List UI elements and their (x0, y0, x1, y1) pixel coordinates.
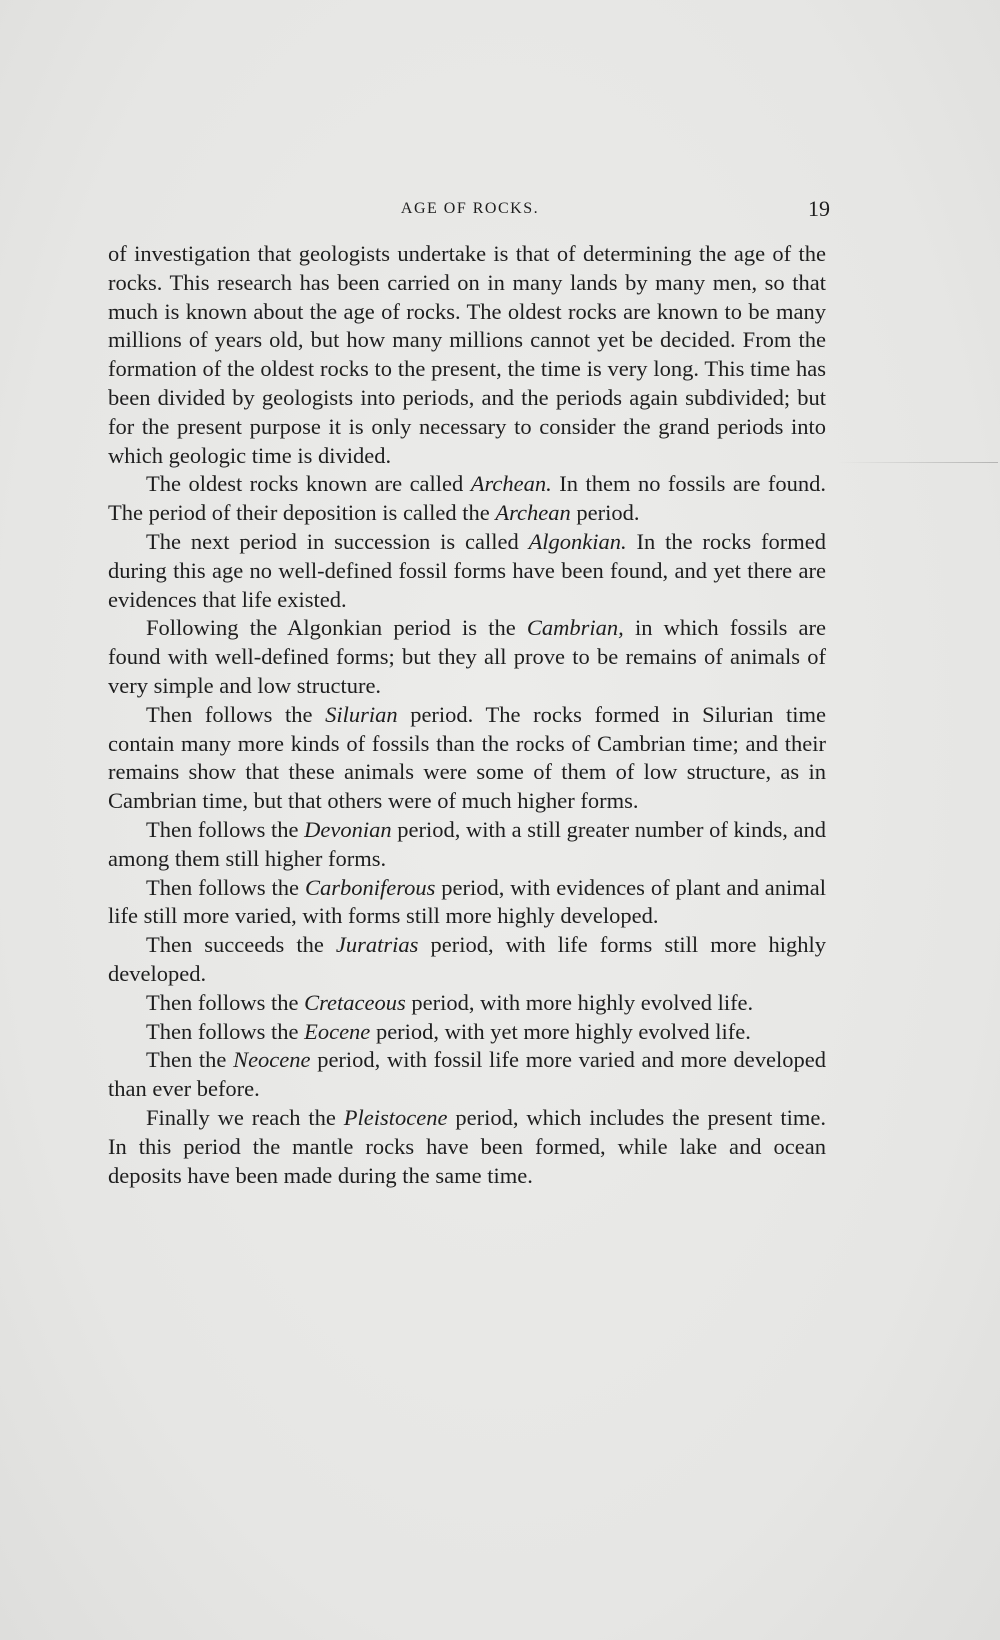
text-run: period, with more highly evolved life. (405, 989, 754, 1015)
italic-term: Neocene (233, 1047, 311, 1073)
italic-term: Cretaceous (304, 989, 406, 1015)
text-run: The next period in succession is called (146, 528, 529, 554)
paragraph (108, 701, 826, 816)
text-run: period. (570, 500, 640, 526)
page-number: 19 (808, 196, 830, 221)
text-run: In the rocks formed during this age no well-defined fossil forms have been found, and yet there are evidences that life existed. (108, 528, 826, 612)
text-run: Then follows the (146, 816, 305, 842)
italic-term: Carboniferous (304, 874, 436, 900)
text-run: period, with life forms still more highly developed. (108, 932, 826, 986)
text-run: Then follows the (146, 874, 305, 900)
paragraph (108, 1046, 826, 1104)
margin-pencil-line (838, 462, 998, 463)
italic-term: Algonkian. (528, 528, 627, 554)
italic-term: Devonian (304, 816, 392, 842)
text-run: of investigation that geologists undertake is that of determining the age of the rocks. This research has been carried on in many lands by many men, so that much is known about the age of rocks. The oldest rocks are known to be many millions of years old, but how many millions cannot yet be decided. From the formation of the oldest rocks to the present, the time is very long. This time has been divided by geologists into periods, and the periods again subdivided; but for the present purpose it is only necessary to consider the grand periods into which geologic time is divided. (108, 241, 826, 468)
paragraph (108, 614, 826, 700)
running-head (110, 196, 830, 224)
paragraph (108, 470, 826, 528)
text-run: In them no fossils are found. The period of their deposition is called the (108, 471, 826, 526)
paragraph (108, 816, 826, 874)
text-run: Then follows the (146, 1018, 305, 1044)
text-run: Following the Algonkian period is the (146, 615, 527, 641)
paragraph (108, 874, 826, 932)
text-run: Then the (146, 1047, 234, 1073)
italic-term: Cambrian, (526, 615, 624, 641)
italic-term: Archean (495, 500, 571, 526)
paragraph (108, 989, 826, 1018)
text-run: period, with yet more highly evolved life. (370, 1018, 751, 1044)
text-run: period. The rocks formed in Silurian time contain many more kinds of fossils than the rocks of Cambrian time; and their remains show that these animals were some of them of low structure, as in Cambrian time, but that others were of much higher forms. (108, 701, 826, 814)
italic-term: Eocene (304, 1018, 371, 1044)
paragraph (108, 240, 826, 470)
text-run: in which fossils are found with well-defined forms; but they all prove to be remains of animals of very simple and low structure. (108, 615, 826, 698)
text-run: period, with fossil life more varied and more developed than ever before. (108, 1047, 826, 1102)
running-title: AGE OF ROCKS. (400, 200, 540, 217)
italic-term: Silurian (325, 701, 398, 727)
text-run: period, which includes the present time. In this period the mantle rocks have been formed, while lake and ocean deposits have been made during the same time. (108, 1104, 826, 1188)
italic-term: Juratrias (335, 932, 419, 958)
text-run: period, with evidences of plant and animal life still more varied, with forms still more highly developed. (108, 874, 827, 929)
text-run: Then follows the (146, 701, 326, 727)
paragraph (108, 1104, 826, 1190)
body-text (108, 240, 826, 1190)
text-run: Then succeeds the (146, 932, 336, 958)
text-run: The oldest rocks known are called (146, 471, 471, 497)
italic-term: Archean. (470, 471, 552, 497)
text-run: period, with a still greater number of kinds, and among them still higher forms. (108, 816, 826, 871)
text-run: Finally we reach the (146, 1104, 344, 1130)
paragraph (108, 1018, 826, 1047)
paragraph (108, 528, 826, 614)
italic-term: Pleistocene (343, 1104, 448, 1130)
paragraph (108, 931, 826, 989)
text-run: Then follows the (146, 989, 305, 1015)
